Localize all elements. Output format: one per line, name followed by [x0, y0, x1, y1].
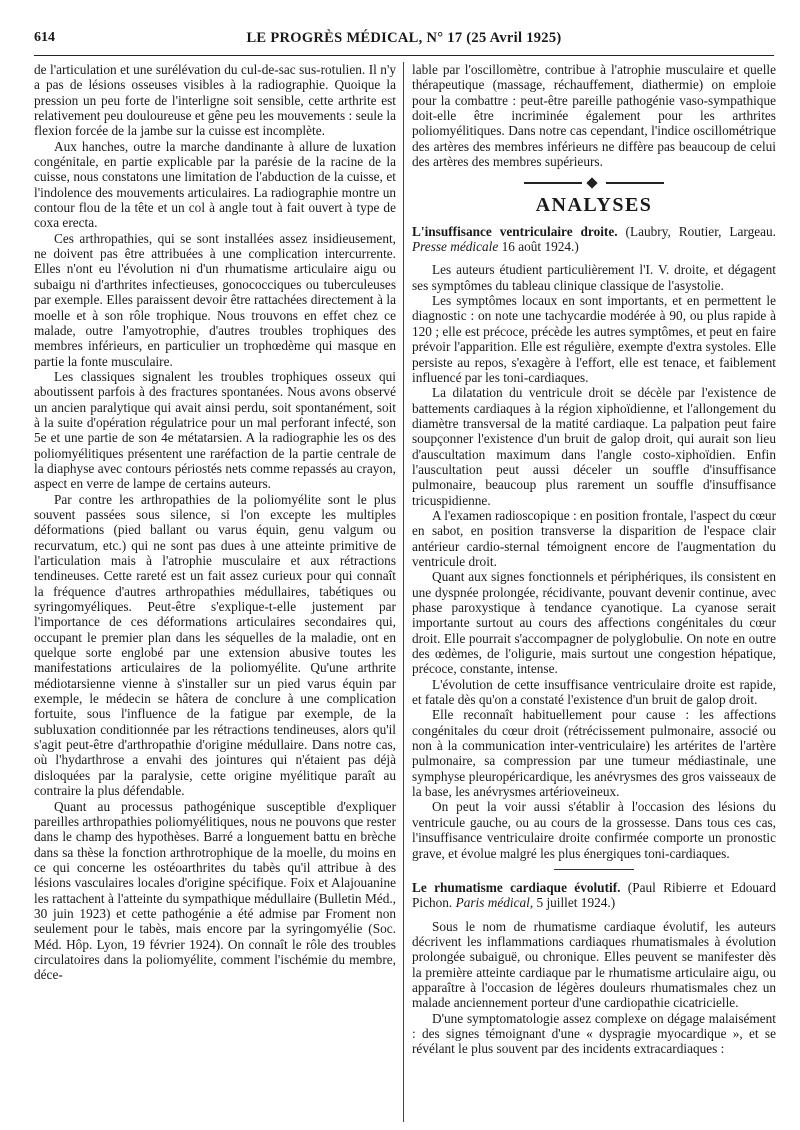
section-ornament — [524, 178, 664, 188]
article-heading — [412, 880, 776, 911]
column-divider — [403, 62, 404, 1122]
paragraph: Les symptômes locaux en sont importants, et en permettent le diagnostic : on note une tachycardie modérée à 90, ou plus rapide à 120 ; elle est précoce, précède les autres symptômes, et peut en faire prévoir l'apparition. Elle est régulière, exempte d'extra systoles. Elle persiste au repos, s'exagère à l'effort, elle est tenace, et faiblement influencé par les toni-cardiaques. — [412, 293, 776, 385]
paragraph: A l'examen radioscopique : en position frontale, l'aspect du cœur en sabot, en position transverse la disparition de l'espace clair antérieur cardio-sternal témoignent encore de l'augmentation du ventricule droit. — [412, 507, 776, 569]
paragraph: D'une symptomatologie assez complexe on dégage malaisément : des signes témoignant d'une « dyspragie myocardique », et se révélant le plus souvent par des incidents extracardiaques : — [412, 1010, 776, 1057]
article-date: 5 juillet 1924.) — [533, 895, 616, 911]
paragraph: Elle reconnaît habituellement pour cause : les affections congénitales du cœur droit (rétrécissement pulmonaire, associé ou non à la communication inter-ventriculaire) les artérites de l'artère pulmonaire, sa compression par une tumeur médiastinale, une symphyse pleuropéricardique, les anévrysmes des gros vaisseaux de la base, les anévrysmes artérioveineux. — [412, 707, 776, 800]
running-title: LE PROGRÈS MÉDICAL, N° 17 (25 Avril 1925) — [246, 30, 562, 46]
article-separator — [554, 869, 634, 870]
article-date: 16 août 1924.) — [498, 239, 579, 255]
paragraph: Aux hanches, outre la marche dandinante à allure de luxation congénitale, en partie explicable par la parésie de la racine de la cuisse, nous constatons une limitation de l'abduction de la cuisse, et l'indolence des mouvements articulaires. La radiographie montre un contour flou de la tête et un col à angle tout à fait ouvert à type de coxa erecta. — [34, 138, 396, 231]
right-column — [412, 62, 776, 1057]
page-number: 614 — [34, 30, 55, 45]
paragraph: de l'articulation et une surélévation du cul-de-sac sus-rotulien. Il n'y a pas de lésions osseuses visibles à la radiographie. Quoique la pression un peu forte de l'interligne soit sensible, cette arthrite est relativement peu douloureuse et gêne peu les mouvements : seule la flexion forcée de la jambe sur la cuisse est incomplète. — [34, 62, 396, 139]
article-title: Le rhumatisme cardiaque évolutif. — [412, 879, 621, 895]
paragraph: Sous le nom de rhumatisme cardiaque évolutif, les auteurs décrivent les inflammations cardiaques rhumatismales à évolution prolongée subaiguë, ou chronique. Elles peuvent se manifester dès la première atteinte cardiaque par le rhumatisme articulaire aigu, ou apparaître à l'occasion de légères douleurs rhumatismales chez un malade anciennement porteur d'une cardiopathie cicatricielle. — [412, 918, 776, 1011]
header-rule — [34, 55, 774, 56]
paragraph: On peut la voir aussi s'établir à l'occasion des lésions du ventricule gauche, ou au cours de la grossesse. Dans tous ces cas, l'insuffisance ventriculaire droite confirmée comporte un pronostic grave, et évolue malgré les plus énergiques toni-cardiaques. — [412, 799, 776, 861]
paragraph: La dilatation du ventricule droit se décèle par l'existence de battements cardiaques à la région xiphoïdienne, et l'allongement du diamètre transversal de la matité cardiaque. La palpation peut faire soupçonner l'existence d'un bruit de galop droit, qui aurait son lieu d'auscultation maximum dans l'angle costo-xiphoïdien. Enfin l'auscultation peut aussi déceler un souffle d'insuffisance pulmonaire, beaucoup plus rarement un souffle d'insuffisance tricuspidienne. — [412, 385, 776, 508]
paragraph: Quant au processus pathogénique susceptible d'expliquer pareilles arthropathies poliomyélitiques, nous ne pouvons que rester dans le champ des hypothèses. Barré a longuement battu en brèche dans sa thèse la fonction arthrotrophique de la moelle, du moins en ce qui concerne les ostéoarthrites du tabès qu'il attribue à des lésions vasculaires locales d'origine spécifique. Foix et Alajouanine les rattachent à l'atteinte du sympathique médullaire (Bulletin Méd., 30 juin 1923) et cette pathogénie a été admise par Froment non seulement pour le tabès, mais encore par la syringomyélie (Soc. Méd. Hôp. Lyon, 19 février 1924). On connaît le rôle des troubles circulatoires dans la poliomyélite, comment l'ischémie du membre, déce- — [34, 798, 396, 983]
paragraph: L'évolution de cette insuffisance ventriculaire droite est rapide, et fatale dès qu'on a constaté l'existence d'un bruit de galop droit. — [412, 676, 776, 708]
article-source: Presse médicale — [412, 239, 499, 255]
article-authors: (Paul Ribierre et Edouard Pichon. — [412, 879, 776, 911]
section-title: ANALYSES — [535, 194, 653, 217]
article-title: L'insuffisance ventriculaire droite. — [412, 223, 618, 239]
article-heading — [412, 224, 776, 255]
left-column — [34, 62, 396, 983]
article-authors: (Laubry, Routier, Largeau. — [617, 223, 776, 239]
page-header — [34, 30, 774, 54]
paragraph: Par contre les arthropathies de la poliomyélite sont le plus souvent passées sous silence, si l'on excepte les multiples déformations (pied ballant ou varus équin, genu valgum ou recurvatum, etc.) qui ne sont pas dues à une atteinte primitive de l'articulation mais à l'atrophie musculaire et aux rétractions tendineuses. Cette rareté est un fait assez curieux pour qui connaît la fréquence d'autres arthropathies médullaires, tabétiques ou syringomyéliques. Peut-être s'explique-t-elle justement par l'importance de ces déformations articulaires secondaires qui, occupant le premier plan dans les séquelles de la maladie, ont en quelque sorte englobé par une extension abusive toutes les manifestations articulaires de la poliomyélite. Qu'une arthrite médiotarsienne vienne à s'installer sur un pied varus équin par exemple, le médecin se hâtera de conclure à une complication fortuite, sous l'influence de la fatigue par exemple, de la subluxation conditionnée par les rétractions tendineuses, alors qu'il s'agit peut-être d'arthropathie d'origine médullaire. Dans notre cas, où l'hydarthrose a envahi des jointures qui n'étaient pas déjà disloquées par la paralysie, cette origine myélitique paraît au contraire la plus défendable. — [34, 491, 396, 799]
paragraph: lable par l'oscillomètre, contribue à l'atrophie musculaire et quelle thérapeutique (massage, réchauffement, diathermie) on emploie pour la combattre : peut-être pareille pathogénie vaso-sympathique doit-elle être incriminée également pour les arthrites poliomyélitiques. Dans notre cas cependant, l'indice oscillométrique des artères des membres inférieurs ne diffère pas beaucoup de celui des artères des membres supérieurs. — [412, 62, 776, 170]
paragraph: Ces arthropathies, qui se sont installées assez insidieusement, ne doivent pas être attribuées à une complication intercurrente. Elles n'ont eu l'évolution ni d'un rhumatisme articulaire aigu ou subaigu ni d'arthrites infectieuses, gonococciques ou tuberculeuses par exemple. Elles paraissent devoir être rattachées directement à la moelle et à son rôle trophique. Nous trouvons en effet chez ce malade, outre l'amyotrophie, d'autres troubles trophiques des membres inférieurs, en particulier un trophœdème qui masque en partie la fonte musculaire. — [34, 230, 396, 369]
article-source: Paris médical, — [455, 895, 534, 911]
paragraph: Quant aux signes fonctionnels et périphériques, ils consistent en une dyspnée prolongée, récidivante, pouvant devenir continue, avec phase paroxystique à tendance cyanotique. La cyanose serait importante surtout au cours des affections congénitales du cœur droit. Elle pourrait s'accompagner de polyglobulie. On note en outre des œdèmes, de l'oligurie, mais surtout une congestion hépatique, précoce, constante, intense. — [412, 569, 776, 677]
paragraph: Les auteurs étudient particulièrement l'I. V. droite, et dégagent ses symptômes du tableau clinique classique de l'asystolie. — [412, 262, 776, 293]
paragraph: Les classiques signalent les troubles trophiques osseux qui aboutissent parfois à des fractures spontanées. Nous avons observé un ancien paralytique qui avait ainsi perdu, soit spontanément, soit à la suite d'opération régulatrice pour un mal perforant infecté, son 5e et une partie de son 4e métatarsien. A la radiographie les os des poliomyélitiques présentent une raréfaction de la partie centrale de la diaphyse avec contours périostés nets comme repassés au crayon, aspect en verre de lampe de certains auteurs. — [34, 368, 396, 492]
